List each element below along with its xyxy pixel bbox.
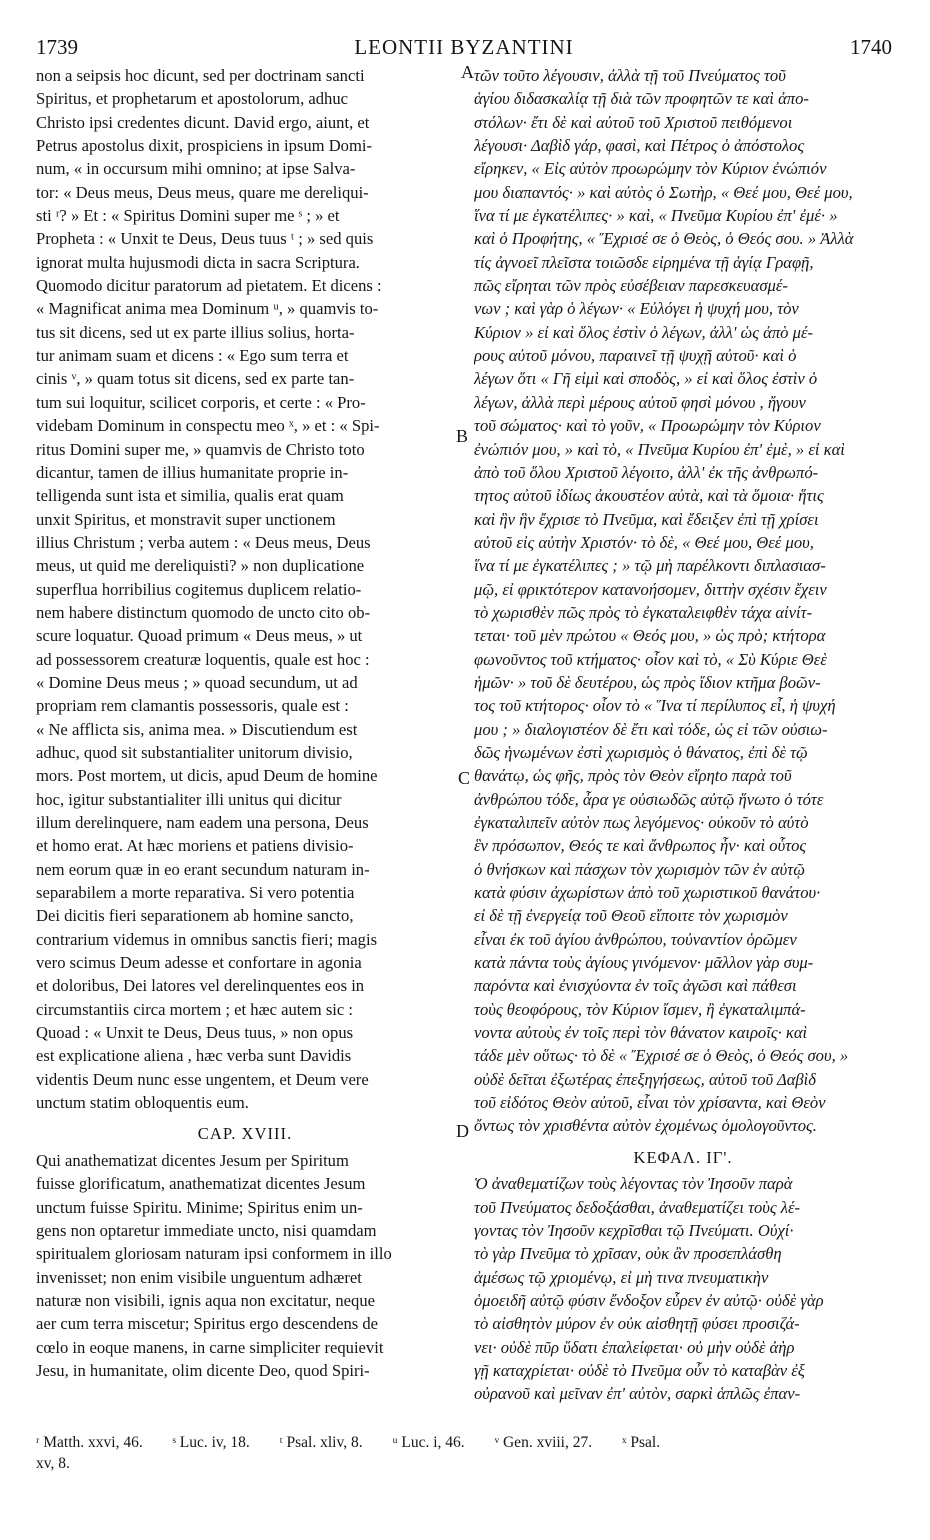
greek-text-line: στόλων· ἔτι δὲ καὶ αὐτοῦ τοῦ Χριστοῦ πειθόμενοι bbox=[474, 112, 793, 132]
greek-column bbox=[474, 64, 892, 1406]
greek-text-line: τὸ αἰσθητὸν μύρον ἐν οὐκ αἰσθητῇ φύσει προσιζά- bbox=[474, 1314, 800, 1334]
latin-text-line: tor: « Deus meus, Deus meus, quare me dereliqui- bbox=[36, 182, 369, 202]
greek-text-line: τὸ γὰρ Πνεῦμα τὸ χρῖσαν, οὐκ ἂν προσεπλάσθη bbox=[474, 1244, 782, 1264]
greek-text-line: τητος αὐτοῦ ἰδίως ἀκουστέον αὐτὰ, καὶ τὰ ὅμοια· ἥτις bbox=[474, 486, 824, 506]
greek-text-line: ὄντως τὸν χρισθέντα αὐτὸν ἐχομένως ὁμολογοῦντος. bbox=[474, 1116, 817, 1136]
latin-text-line: tur animam suam et dicens : « Ego sum terra et bbox=[36, 346, 349, 366]
latin-text-line: Qui anathematizat dicentes Jesum per Spiritum bbox=[36, 1150, 349, 1170]
footnote: ᵘ Luc. i, 46. bbox=[392, 1434, 465, 1451]
greek-text-line: Ὁ ἀναθεματίζων τοὺς λέγοντας τὸν Ἰησοῦν παρὰ bbox=[474, 1174, 793, 1194]
greek-text-line: πῶς εἴρηται τῶν πρὸς εὐσέβειαν παρεσκευασμέ- bbox=[474, 276, 788, 296]
greek-text-line: τὸ χωρισθὲν πῶς πρὸς τὸ ἐγκαταλειφθὲν τάχα αἰνίτ- bbox=[474, 602, 813, 622]
greek-text-line: ἀπὸ τοῦ ὅλου Χριστοῦ λέγοιτο, ἀλλ' ἐκ τῆς ἀνθρωπό- bbox=[474, 462, 819, 482]
latin-text-line: Jesu, in humanitate, olim dicente Deo, quod Spiri- bbox=[36, 1360, 370, 1380]
greek-text-line: νοντα αὐτοὺς ἐν τοῖς περὶ τὸν θάνατον καιροῖς· καὶ bbox=[474, 1023, 808, 1043]
greek-text-line: ἵνα τί με ἐγκατέλιπες· » καὶ, « Πνεῦμα Κυρίου ἐπ' ἐμέ· » bbox=[474, 206, 838, 226]
latin-text-line: ad possessorem creaturæ loquentis, quale est hoc : bbox=[36, 649, 370, 669]
greek-text-line: τῶν τοῦτο λέγουσιν, ἀλλὰ τῇ τοῦ Πνεύματος τοῦ bbox=[474, 66, 786, 85]
margin-marker-d: D bbox=[456, 1121, 469, 1141]
greek-text-line: ὁμοειδῆ αὐτῷ φύσιν ἔνδοξον εὗρεν ἐν αὐτῷ· οὐδὲ γὰρ bbox=[474, 1290, 824, 1310]
greek-text-line: εἶναι ἐκ τοῦ ἁγίου ἀνθρώπου, τοὐναντίον ὁρῶμεν bbox=[474, 929, 797, 949]
latin-text-line: naturæ non visibili, ignis aqua non excitatur, neque bbox=[36, 1290, 375, 1310]
latin-text-line: propriam rem clamantis possessoris, quale est : bbox=[36, 696, 349, 716]
latin-text-line: nem eorum quæ in eo erant secundum naturam in- bbox=[36, 859, 370, 879]
footnote: ᵛ Gen. xviii, 27. bbox=[494, 1434, 593, 1451]
greek-text-line: τοὺς θεοφόρους, τὸν Κύριον ἴσμεν, ἢ ἐγκαταλιμπά- bbox=[474, 999, 806, 1019]
latin-text-line: et doloribus, Dei latores vel derelinquentes eos in bbox=[36, 976, 365, 996]
latin-text-line: gens non optaretur immediate uncto, nisi quamdam bbox=[36, 1220, 377, 1240]
latin-text-line: scure loquatur. Quoad primum « Deus meus, » ut bbox=[36, 626, 363, 646]
latin-text-line: Spiritus, et prophetarum et apostolorum, adhuc bbox=[36, 89, 348, 109]
footnote: ᵗ Psal. xliv, 8. bbox=[279, 1434, 363, 1451]
margin-marker-b: B bbox=[456, 426, 469, 446]
latin-text-line: dicantur, tamen de illius humanitate proprie in- bbox=[36, 462, 349, 482]
greek-text-line: γῇ καταχρίεται· οὐδὲ τὸ Πνεῦμα οὖν τὸ καταβὰν ἐξ bbox=[474, 1360, 805, 1380]
latin-text-line: num, « in occursum mihi omnino; at ipse Salva- bbox=[36, 159, 356, 179]
footnote: ˣ Psal. bbox=[622, 1434, 661, 1451]
latin-text-line: contrarium videmus in omnibus sanctis fieri; magis bbox=[36, 929, 378, 949]
latin-text-line: spiritualem gloriosam naturam ipsi conformem in illo bbox=[36, 1244, 392, 1264]
greek-text-line: ἐνώπιόν μου, » καὶ τὸ, « Πνεῦμα Κυρίου ἐπ' ἐμὲ, » εἰ καὶ bbox=[474, 439, 845, 459]
greek-text-line: καὶ ὁ Προφήτης, « Ἔχρισέ σε ὁ Θεὸς, ὁ Θεός σου. » Ἀλλὰ bbox=[474, 229, 854, 249]
latin-text-line: « Magnificat anima mea Dominum ᵘ, » quamvis to- bbox=[36, 299, 379, 319]
latin-text-line: meus, ut quid me dereliquisti? » non duplicatione bbox=[36, 556, 365, 576]
latin-text-line: Petrus apostolus dixit, prospiciens in ipsum Domi- bbox=[36, 136, 373, 156]
latin-text-line: nem habere distinctum quomodo de uncto cito ob- bbox=[36, 602, 371, 622]
latin-text-line: fuisse glorificatum, anathematizat dicentes Jesum bbox=[36, 1174, 366, 1194]
greek-text-line: λέγουσι· Δαβὶδ γάρ, φασὶ, καὶ Πέτρος ὁ ἀπόστολος bbox=[474, 136, 805, 156]
latin-text-line: illius Christum ; verba autem : « Deus meus, Deus bbox=[36, 532, 371, 552]
greek-text-line: γοντας τὸν Ἰησοῦν κεχρῖσθαι τῷ Πνεύματι. Οὐχί· bbox=[474, 1220, 794, 1240]
greek-text-line: ἁγίου διδασκαλίᾳ τῇ διὰ τῶν προφητῶν τε καὶ ἀπο- bbox=[474, 89, 809, 109]
latin-text-line: aer cum terra miscetur; Spiritus ergo descendens de bbox=[36, 1314, 379, 1334]
latin-text-line: videbam Dominum in conspectu meo ˣ, » et : « Spi- bbox=[36, 416, 380, 436]
greek-text-line: τοῦ σώματος· καὶ τὸ γοῦν, « Προωρώμην τὸν Κύριον bbox=[474, 416, 821, 436]
latin-text-line: Quomodo dicitur paratorum ad pietatem. Et dicens : bbox=[36, 276, 382, 296]
latin-text-line: cœlo in eoque manens, in carne simpliciter requievit bbox=[36, 1337, 384, 1357]
footnotes bbox=[36, 1432, 896, 1474]
greek-text-line: τοῦ εἰδότος Θεὸν αὐτοῦ, εἶναι τὸν χρίσαντα, καὶ Θεὸν bbox=[474, 1093, 826, 1113]
latin-text-line: non a seipsis hoc dicunt, sed per doctrinam sancti bbox=[36, 66, 365, 85]
greek-text-line: εἰ δὲ τῇ ἐνεργείᾳ τοῦ Θεοῦ εἴποιτε τὸν χωρισμὸν bbox=[474, 906, 788, 926]
latin-text-line: illum derelinquere, nam eadem una persona, Deus bbox=[36, 813, 369, 832]
latin-column bbox=[36, 64, 454, 1382]
latin-text-line: Quoad : « Unxit te Deus, Deus tuus, » non opus bbox=[36, 1023, 354, 1043]
greek-text-line: αὐτοῦ εἰς αὐτὴν Χριστόν· τὸ δὲ, « Θεέ μου, Θεέ μου, bbox=[474, 532, 814, 552]
chapter-heading: CAP. XVIII. bbox=[197, 1124, 293, 1144]
greek-text-line: μῷ, εἰ φρικτότερον κατανοήσομεν, διττὴν σχέσιν ἔχειν bbox=[474, 579, 827, 599]
greek-text-line: μου διαπαντός· » καὶ αὐτὸς ὁ Σωτὴρ, « Θεέ μου, Θεέ μου, bbox=[474, 182, 853, 202]
greek-text-line: ἓν πρόσωπον, Θεός τε καὶ ἄνθρωπος ἦν· καὶ οὗτος bbox=[474, 836, 807, 856]
greek-text-line: τος τοῦ κτήτορος· οἷον τὸ « Ἵνα τί περίλυπος εἶ, ἡ ψυχή bbox=[474, 696, 836, 716]
latin-text-line: separabilem a morte reparativa. Si vero potentia bbox=[36, 883, 355, 903]
greek-text-line: οὐδὲ δεῖται ἐξωτέρας ἐπεξηγήσεως, αὐτοῦ τοῦ Δαβὶδ bbox=[474, 1069, 817, 1089]
latin-text-line: telligenda sunt ista et similia, qualis erat quam bbox=[36, 486, 344, 506]
latin-text-line: cinis ᵛ, » quam totus sit dicens, sed ex parte tan- bbox=[36, 369, 355, 389]
right-column-number: 1740 bbox=[850, 35, 892, 59]
latin-text-line: est explicatione aliena , hæc verba sunt Davidis bbox=[36, 1046, 352, 1066]
latin-text-line: Christo ipsi credentes dicunt. David ergo, aiunt, et bbox=[36, 112, 370, 132]
latin-text-line: « Ne afflicta sis, anima mea. » Discutiendum est bbox=[36, 719, 358, 739]
greek-text-line: παρόντα καὶ ἐνισχύοντα ἐν τοῖς ἀγῶσι καὶ πάθεσι bbox=[474, 976, 797, 996]
latin-text-line: tum sui loquitur, scilicet corporis, et certe : « Pro- bbox=[36, 392, 366, 412]
latin-text-line: ignorat multa hujusmodi dicta in sacra Scriptura. bbox=[36, 252, 360, 272]
latin-text-line: adhuc, quod sit substantialiter unitorum divisio, bbox=[36, 742, 353, 762]
greek-text-line: ὁ θνήσκων καὶ πάσχων τὸν χωρισμὸν τῶν ἐν αὐτῷ bbox=[474, 859, 805, 879]
greek-text-line: δῶς ἡνωμένων ἐστὶ χωρισμὸς ὁ θάνατος, ἐπὶ δὲ τῷ bbox=[474, 742, 808, 762]
latin-text-line: sti ʳ? » Et : « Spiritus Domini super me ˢ ; » et bbox=[36, 206, 340, 226]
latin-text-line: et homo erat. At hæc moriens et patiens divisio- bbox=[36, 836, 354, 856]
latin-text-line: « Domine Deus meus ; » quoad secundum, ut ad bbox=[36, 672, 358, 692]
latin-text-line: unxit Spiritus, et monstravit super unctionem bbox=[36, 509, 336, 529]
greek-text-line: τεται· τοῦ μὲν πρώτου « Θεός μου, » ὡς πρὸ; κτήτορα bbox=[474, 626, 826, 646]
latin-text-line: circumstantiis circa mortem ; et hæc autem sic : bbox=[36, 999, 354, 1019]
footnote: ʳ Matth. xxvi, 46. bbox=[36, 1434, 143, 1451]
latin-text-line: unctum fuisse Spiritu. Minime; Spiritus enim un- bbox=[36, 1197, 363, 1217]
margin-marker-c: C bbox=[458, 768, 471, 788]
greek-text-line: ἡμῶν· » τοῦ δὲ δευτέρου, ὡς πρὸς ἴδιον κτῆμα βοῶν- bbox=[474, 672, 821, 692]
latin-text-line: superflua horribilius cogitemus duplicem relatio- bbox=[36, 579, 362, 599]
latin-text-line: vero scimus Deum adesse et confortare in agonia bbox=[36, 953, 362, 973]
running-title: LEONTII BYZANTINI bbox=[354, 35, 574, 59]
greek-text-line: ρους αὐτοῦ μόνου, παραινεῖ τῇ ψυχῇ αὐτοῦ· καὶ ὁ bbox=[474, 346, 797, 366]
greek-text-line: κατὰ φύσιν ἀχωρίστων ἀπὸ τοῦ χωριστικοῦ θανάτου· bbox=[474, 883, 821, 903]
chapter-heading: ΚΕΦΑΛ. ΙΓ'. bbox=[633, 1147, 733, 1167]
greek-text-line: νων ; καὶ γὰρ ὁ λέγων· « Εὐλόγει ἡ ψυχή μου, τὸν bbox=[474, 299, 799, 319]
greek-text-line: ἵνα τί με ἐγκατέλιπες ; » τῷ μὴ παρέλκοντι διπλασιασ- bbox=[474, 556, 826, 576]
latin-text-line: tus sit dicens, sed ut ex parte illius solius, horta- bbox=[36, 322, 355, 342]
greek-text-line: τίς ἀγνοεῖ πλεῖστα τοιῶσδε εἰρημένα τῇ ἁγίᾳ Γραφῇ, bbox=[474, 252, 814, 272]
greek-text-line: μου ; » διαλογιστέον δὲ ἔτι καὶ τόδε, ὡς εἰ τῶν οὐσιω- bbox=[474, 719, 828, 739]
greek-text-line: λέγων, ἀλλὰ περὶ μέρους αὐτοῦ φησὶ μόνου , ἤγουν bbox=[474, 392, 806, 412]
latin-text-line: ritus Domini super me, » quamvis de Christo toto bbox=[36, 439, 365, 459]
greek-text-line: Κύριον » εἰ καὶ ὅλος ἐστὶν ὁ λέγων, ἀλλ' ὡς ἀπὸ μέ- bbox=[474, 322, 814, 342]
greek-text-line: νει· οὐδὲ πῦρ ὕδατι ἐπαλείφεται· οὐ μὴν οὐδὲ ἀὴρ bbox=[474, 1337, 795, 1357]
footnote: ˢ Luc. iv, 18. bbox=[172, 1434, 250, 1451]
left-column-number: 1739 bbox=[36, 35, 78, 59]
greek-text-line: καὶ ἣν ἣν ἔχρισε τὸ Πνεῦμα, καὶ ἔδειξεν ἐπὶ τῇ χρίσει bbox=[474, 509, 819, 529]
greek-text-line: τάδε μὲν οὕτως· τὸ δὲ « Ἔχρισέ σε ὁ Θεὸς, ὁ Θεός σου, » bbox=[474, 1046, 849, 1066]
latin-text-line: Propheta : « Unxit te Deus, Deus tuus ᵗ ; » sed quis bbox=[36, 229, 374, 249]
greek-text-line: φωνοῦντος τοῦ κτήματος· οἷον καὶ τὸ, « Σὺ Κύριε Θεὲ bbox=[474, 649, 827, 669]
latin-text-line: videntis Deum nunc esse ungentem, et Deum vere bbox=[36, 1069, 369, 1089]
greek-text-line: κατὰ πάντα τοὺς ἁγίους γινόμενον· μᾶλλον γὰρ συμ- bbox=[474, 953, 814, 973]
greek-text-line: οὐρανοῦ καὶ μεῖναν ἐπ' αὐτὸν, σαρκὶ ἁπλῶς ἐπαν- bbox=[474, 1384, 801, 1404]
greek-text-line: ἐγκαταλιπεῖν αὐτὸν πως λεγόμενος· οὐκοῦν τὸ αὐτὸ bbox=[474, 813, 809, 832]
latin-text-line: invenisset; non enim visibile unguentum adhæret bbox=[36, 1267, 362, 1287]
margin-marker-a: A bbox=[461, 62, 474, 82]
latin-text-line: mors. Post mortem, ut dicis, apud Deum de homine bbox=[36, 766, 378, 786]
greek-text-line: ἀνθρώπου τόδε, ἆρα γε οὐσιωδῶς αὐτῷ ἥνωτο ὁ τότε bbox=[474, 789, 824, 809]
greek-text-line: τοῦ Πνεύματος δεδοξάσθαι, ἀναθεματίζει τοὺς λέ- bbox=[474, 1197, 801, 1217]
latin-text-line: unctum statim obloquentis eum. bbox=[36, 1093, 249, 1113]
greek-text-line: ἀμέσως τῷ χριομένῳ, εἰ μὴ τινα πνευματικὴν bbox=[474, 1267, 769, 1287]
greek-text-line: λέγων ὅτι « Γῆ εἰμὶ καὶ σποδὸς, » εἰ καὶ ὅλος ἐστὶν ὁ bbox=[474, 369, 818, 389]
page-header bbox=[36, 32, 892, 62]
latin-text-line: Dei dicitis fieri separationem ab homine sancto, bbox=[36, 906, 354, 926]
latin-text-line: hoc, igitur substantialiter illi unitus qui dicitur bbox=[36, 789, 342, 809]
greek-text-line: θανάτῳ, ὡς φῆς, πρὸς τὸν Θεὸν εἴρηto παρὰ τοῦ bbox=[474, 766, 792, 786]
footnote: xv, 8. bbox=[36, 1455, 70, 1472]
greek-text-line: εἴρηκεν, « Εἰς αὐτὸν προωρώμην τὸν Κύριον ἐνώπιόν bbox=[474, 159, 827, 179]
